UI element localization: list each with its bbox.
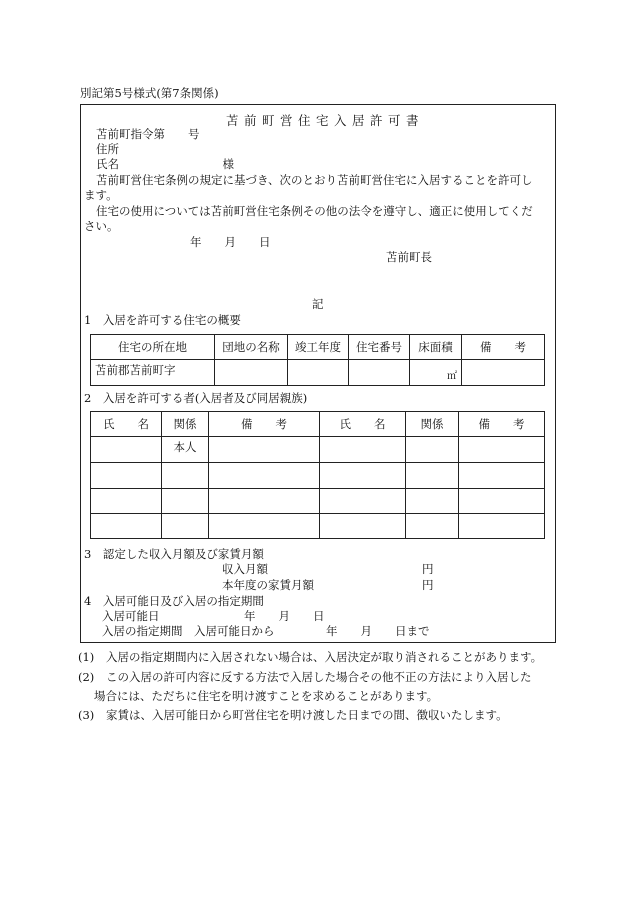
area-unit: ㎡ (447, 371, 457, 382)
note-2-mark: (2) (78, 670, 95, 684)
period-value: 年 月 日まで (326, 624, 430, 638)
occupant-remarks-cell[interactable] (209, 463, 320, 489)
occupant-name-cell[interactable] (320, 489, 406, 514)
occupant-remarks-cell[interactable] (209, 514, 320, 539)
header-completion-year: 竣工年度 (288, 335, 349, 360)
occupant-name-cell[interactable] (91, 437, 162, 463)
header-house-number: 住宅番号 (349, 335, 410, 360)
note-3-text: 家賃は、入居可能日から町営住宅を明け渡した日までの間、徴収いたします。 (106, 708, 508, 722)
body-paragraph-1-line-2: ます。 (84, 188, 118, 202)
occupant-remarks-cell[interactable] (459, 489, 545, 514)
note-1-mark: (1) (78, 650, 95, 664)
period-label: 入居の指定期間 入居可能日から (102, 624, 275, 638)
house-number-cell[interactable] (349, 360, 410, 386)
occupant-name-cell[interactable] (320, 437, 406, 463)
body-paragraph-1-line-1: 苫前町営住宅条例の規定に基づき、次のとおり苫前町営住宅に入居することを許可し (96, 173, 533, 187)
rent-label: 本年度の家賃月額 (222, 578, 314, 592)
occupants-table (90, 411, 545, 539)
housing-summary-table (90, 334, 545, 386)
income-label: 収入月額 (222, 562, 268, 576)
occupant-relation-cell[interactable] (162, 463, 209, 489)
section-4-heading: 4 入居可能日及び入居の指定期間 (84, 594, 264, 608)
ki-marker: 記 (312, 297, 324, 311)
occupant-relation-cell[interactable]: 本人 (162, 437, 209, 463)
header-floor-area: 床面積 (410, 335, 462, 360)
signatory: 苫前町長 (386, 250, 432, 264)
occupant-relation-cell[interactable] (162, 514, 209, 539)
header-name-2: 氏 名 (320, 412, 406, 437)
occupant-relation-cell[interactable] (162, 489, 209, 514)
rent-yen: 円 (422, 578, 434, 592)
complex-name-cell[interactable] (215, 360, 288, 386)
issue-date: 年 月 日 (190, 235, 271, 249)
header-relation-1: 関係 (162, 412, 209, 437)
completion-year-cell[interactable] (288, 360, 349, 386)
occupant-remarks-cell[interactable] (459, 437, 545, 463)
location-cell[interactable]: 苫前郡苫前町字 (91, 360, 215, 386)
header-relation-2: 関係 (406, 412, 459, 437)
document-title: 苫前町営住宅入居許可書 (226, 113, 425, 128)
note-2-text-line-2: 場合には、ただちに住宅を明け渡すことを求めることがあります。 (94, 689, 439, 703)
header-remarks-1: 備 考 (209, 412, 320, 437)
occupant-relation-cell[interactable] (406, 463, 459, 489)
occupant-remarks-cell[interactable] (459, 514, 545, 539)
section-2-heading: 2 入居を許可する者(入居者及び同居親族) (84, 391, 308, 405)
occupant-name-cell[interactable] (91, 489, 162, 514)
form-label: 別記第5号様式(第7条関係) (80, 86, 219, 100)
occupant-name-cell[interactable] (320, 463, 406, 489)
note-2-text-line-1: この入居の許可内容に反する方法で入居した場合その他不正の方法により入居した (106, 670, 532, 684)
permit-number: 苫前町指令第 号 (96, 127, 200, 141)
income-yen: 円 (422, 562, 434, 576)
occupant-name-cell[interactable] (91, 514, 162, 539)
note-1-text: 入居の指定期間内に入居されない場合は、入居決定が取り消されることがあります。 (106, 650, 543, 664)
name-label: 氏名 様 (96, 157, 234, 171)
occupant-name-cell[interactable] (320, 514, 406, 539)
body-paragraph-2-line-2: さい。 (84, 219, 119, 233)
occupant-relation-cell[interactable] (406, 489, 459, 514)
occupant-remarks-cell[interactable] (209, 489, 320, 514)
floor-area-cell[interactable] (410, 360, 462, 386)
address-label: 住所 (96, 142, 119, 156)
possible-date-value: 年 月 日 (244, 609, 325, 623)
remarks-cell[interactable] (462, 360, 545, 386)
body-paragraph-2-line-1: 住宅の使用については苫前町営住宅条例その他の法令を遵守し、適正に使用してくだ (96, 204, 533, 218)
section-1-heading: 1 入居を許可する住宅の概要 (84, 313, 241, 327)
occupant-relation-cell[interactable] (406, 514, 459, 539)
header-remarks-2: 備 考 (459, 412, 545, 437)
header-complex-name: 団地の名称 (215, 335, 288, 360)
header-location: 住宅の所在地 (91, 335, 215, 360)
header-name-1: 氏 名 (91, 412, 162, 437)
occupant-name-cell[interactable] (91, 463, 162, 489)
header-remarks: 備 考 (462, 335, 545, 360)
note-3-mark: (3) (78, 708, 95, 722)
occupant-remarks-cell[interactable] (459, 463, 545, 489)
occupant-relation-cell[interactable] (406, 437, 459, 463)
section-3-heading: 3 認定した収入月額及び家賃月額 (84, 547, 264, 561)
possible-date-label: 入居可能日 (102, 609, 160, 623)
occupant-remarks-cell[interactable] (209, 437, 320, 463)
